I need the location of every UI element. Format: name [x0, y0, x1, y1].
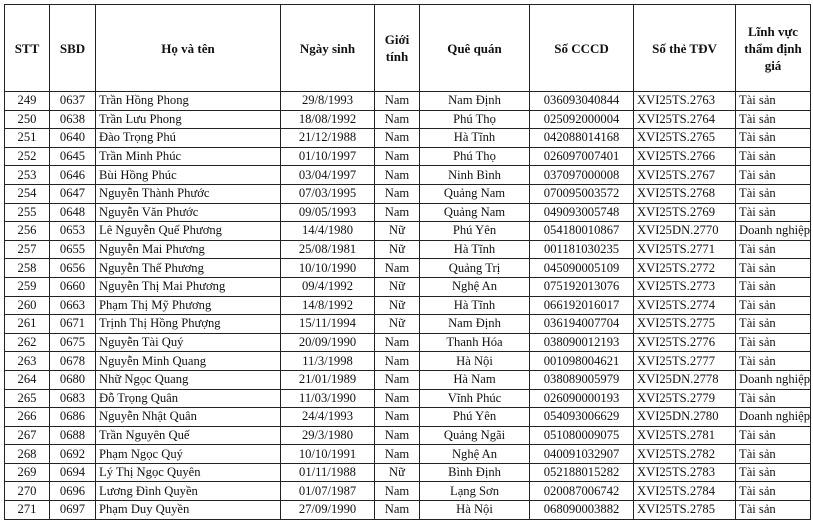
cell-stt: 267	[5, 426, 50, 445]
cell-gender: Nữ	[375, 240, 420, 259]
cell-hometown: Phú Yên	[420, 408, 530, 427]
table-row	[5, 129, 811, 148]
cell-gender: Nam	[375, 370, 420, 389]
cell-card-number: XVI25TS.2775	[634, 315, 736, 334]
cell-stt: 253	[5, 166, 50, 185]
cell-gender: Nam	[375, 426, 420, 445]
cell-id-number: 036194007704	[530, 315, 634, 334]
cell-hometown: Hà Tĩnh	[420, 240, 530, 259]
cell-field: Tài sản	[736, 110, 811, 129]
cell-stt: 259	[5, 277, 50, 296]
table-row	[5, 408, 811, 427]
cell-stt: 261	[5, 315, 50, 334]
cell-field: Tài sản	[736, 389, 811, 408]
cell-stt: 250	[5, 110, 50, 129]
cell-hometown: Nam Định	[420, 315, 530, 334]
cell-full-name: Trần Nguyên Quế	[96, 426, 281, 445]
cell-id-number: 040091032907	[530, 445, 634, 464]
cell-birth-date: 11/3/1998	[281, 352, 375, 371]
cell-full-name: Trần Lưu Phong	[96, 110, 281, 129]
cell-hometown: Nghệ An	[420, 277, 530, 296]
cell-hometown: Hà Tĩnh	[420, 296, 530, 315]
cell-gender: Nam	[375, 482, 420, 501]
cell-hometown: Phú Yên	[420, 222, 530, 241]
cell-full-name: Bùi Hồng Phúc	[96, 166, 281, 185]
cell-id-number: 038090012193	[530, 333, 634, 352]
cell-id-number: 054093006629	[530, 408, 634, 427]
cell-sbd: 0678	[50, 352, 96, 371]
cell-sbd: 0660	[50, 277, 96, 296]
cell-field: Tài sản	[736, 501, 811, 520]
cell-sbd: 0638	[50, 110, 96, 129]
header-birth-date: Ngày sinh	[281, 5, 375, 92]
cell-sbd: 0696	[50, 482, 96, 501]
cell-stt: 266	[5, 408, 50, 427]
table-row	[5, 166, 811, 185]
table-row	[5, 463, 811, 482]
table-row	[5, 203, 811, 222]
cell-full-name: Nhữ Ngọc Quang	[96, 370, 281, 389]
cell-full-name: Đào Trọng Phú	[96, 129, 281, 148]
cell-stt: 251	[5, 129, 50, 148]
cell-field: Tài sản	[736, 147, 811, 166]
cell-full-name: Phạm Thị Mỹ Phương	[96, 296, 281, 315]
cell-stt: 270	[5, 482, 50, 501]
cell-birth-date: 11/03/1990	[281, 389, 375, 408]
cell-card-number: XVI25TS.2764	[634, 110, 736, 129]
header-stt: STT	[5, 5, 50, 92]
cell-field: Tài sản	[736, 203, 811, 222]
cell-field: Tài sản	[736, 259, 811, 278]
cell-hometown: Hà Tĩnh	[420, 129, 530, 148]
cell-field: Tài sản	[736, 463, 811, 482]
header-full-name: Họ và tên	[96, 5, 281, 92]
cell-full-name: Phạm Ngọc Quý	[96, 445, 281, 464]
cell-sbd: 0683	[50, 389, 96, 408]
cell-birth-date: 15/11/1994	[281, 315, 375, 334]
cell-birth-date: 29/8/1993	[281, 92, 375, 111]
table-row	[5, 501, 811, 520]
cell-birth-date: 29/3/1980	[281, 426, 375, 445]
cell-birth-date: 18/08/1992	[281, 110, 375, 129]
cell-sbd: 0656	[50, 259, 96, 278]
cell-sbd: 0647	[50, 184, 96, 203]
table-row	[5, 277, 811, 296]
cell-gender: Nam	[375, 203, 420, 222]
cell-full-name: Nguyễn Nhật Quân	[96, 408, 281, 427]
cell-sbd: 0655	[50, 240, 96, 259]
table-row	[5, 315, 811, 334]
cell-sbd: 0688	[50, 426, 96, 445]
cell-hometown: Phú Thọ	[420, 110, 530, 129]
cell-gender: Nữ	[375, 463, 420, 482]
cell-card-number: XVI25TS.2782	[634, 445, 736, 464]
cell-card-number: XVI25TS.2767	[634, 166, 736, 185]
cell-id-number: 068090003882	[530, 501, 634, 520]
table-row	[5, 222, 811, 241]
cell-hometown: Bình Định	[420, 463, 530, 482]
cell-gender: Nữ	[375, 315, 420, 334]
header-gender: Giới tính	[375, 5, 420, 92]
cell-sbd: 0680	[50, 370, 96, 389]
candidate-table	[4, 4, 811, 520]
cell-full-name: Trần Minh Phúc	[96, 147, 281, 166]
table-row	[5, 370, 811, 389]
cell-field: Tài sản	[736, 315, 811, 334]
cell-gender: Nam	[375, 147, 420, 166]
header-sbd: SBD	[50, 5, 96, 92]
cell-hometown: Hà Nội	[420, 352, 530, 371]
cell-card-number: XVI25TS.2785	[634, 501, 736, 520]
cell-id-number: 052188015282	[530, 463, 634, 482]
cell-birth-date: 10/10/1990	[281, 259, 375, 278]
cell-full-name: Phạm Duy Quyền	[96, 501, 281, 520]
cell-id-number: 045090005109	[530, 259, 634, 278]
cell-gender: Nam	[375, 333, 420, 352]
cell-card-number: XVI25TS.2771	[634, 240, 736, 259]
cell-stt: 264	[5, 370, 50, 389]
header-field: Lĩnh vực thẩm định giá	[736, 5, 811, 92]
cell-gender: Nam	[375, 92, 420, 111]
cell-id-number: 075192013076	[530, 277, 634, 296]
cell-card-number: XVI25TS.2774	[634, 296, 736, 315]
cell-hometown: Quảng Nam	[420, 184, 530, 203]
cell-id-number: 070095003572	[530, 184, 634, 203]
cell-sbd: 0645	[50, 147, 96, 166]
cell-gender: Nam	[375, 129, 420, 148]
cell-stt: 262	[5, 333, 50, 352]
cell-card-number: XVI25TS.2765	[634, 129, 736, 148]
cell-birth-date: 14/8/1992	[281, 296, 375, 315]
cell-card-number: XVI25TS.2766	[634, 147, 736, 166]
cell-sbd: 0653	[50, 222, 96, 241]
cell-field: Doanh nghiệp	[736, 222, 811, 241]
cell-card-number: XVI25TS.2779	[634, 389, 736, 408]
cell-gender: Nam	[375, 501, 420, 520]
cell-card-number: XVI25TS.2781	[634, 426, 736, 445]
cell-gender: Nữ	[375, 277, 420, 296]
cell-stt: 271	[5, 501, 50, 520]
cell-id-number: 049093005748	[530, 203, 634, 222]
cell-gender: Nữ	[375, 296, 420, 315]
cell-sbd: 0686	[50, 408, 96, 427]
cell-hometown: Quảng Nam	[420, 203, 530, 222]
cell-sbd: 0697	[50, 501, 96, 520]
cell-field: Tài sản	[736, 240, 811, 259]
cell-hometown: Nghệ An	[420, 445, 530, 464]
cell-field: Tài sản	[736, 277, 811, 296]
cell-field: Doanh nghiệp	[736, 370, 811, 389]
cell-birth-date: 03/04/1997	[281, 166, 375, 185]
cell-hometown: Quảng Trị	[420, 259, 530, 278]
cell-card-number: XVI25TS.2776	[634, 333, 736, 352]
cell-card-number: XVI25TS.2773	[634, 277, 736, 296]
cell-birth-date: 21/12/1988	[281, 129, 375, 148]
cell-field: Tài sản	[736, 92, 811, 111]
table-row	[5, 147, 811, 166]
cell-id-number: 026097007401	[530, 147, 634, 166]
cell-stt: 257	[5, 240, 50, 259]
cell-card-number: XVI25TS.2769	[634, 203, 736, 222]
cell-birth-date: 01/07/1987	[281, 482, 375, 501]
table-row	[5, 92, 811, 111]
cell-birth-date: 01/10/1997	[281, 147, 375, 166]
cell-stt: 269	[5, 463, 50, 482]
cell-card-number: XVI25TS.2783	[634, 463, 736, 482]
table-row	[5, 333, 811, 352]
cell-hometown: Ninh Bình	[420, 166, 530, 185]
cell-sbd: 0646	[50, 166, 96, 185]
cell-stt: 258	[5, 259, 50, 278]
cell-full-name: Lương Đình Quyền	[96, 482, 281, 501]
cell-sbd: 0675	[50, 333, 96, 352]
cell-full-name: Trần Hồng Phong	[96, 92, 281, 111]
cell-hometown: Nam Định	[420, 92, 530, 111]
table-row	[5, 259, 811, 278]
cell-hometown: Hà Nội	[420, 501, 530, 520]
document-page	[4, 4, 810, 520]
cell-id-number: 051080009075	[530, 426, 634, 445]
cell-stt: 260	[5, 296, 50, 315]
cell-field: Tài sản	[736, 445, 811, 464]
cell-hometown: Thanh Hóa	[420, 333, 530, 352]
cell-card-number: XVI25TS.2772	[634, 259, 736, 278]
cell-sbd: 0637	[50, 92, 96, 111]
cell-hometown: Lạng Sơn	[420, 482, 530, 501]
cell-stt: 252	[5, 147, 50, 166]
cell-sbd: 0671	[50, 315, 96, 334]
cell-field: Tài sản	[736, 426, 811, 445]
table-row	[5, 389, 811, 408]
cell-full-name: Đỗ Trọng Quân	[96, 389, 281, 408]
cell-birth-date: 07/03/1995	[281, 184, 375, 203]
cell-full-name: Lý Thị Ngọc Quyên	[96, 463, 281, 482]
cell-field: Tài sản	[736, 296, 811, 315]
cell-hometown: Hà Nam	[420, 370, 530, 389]
cell-card-number: XVI25TS.2768	[634, 184, 736, 203]
cell-sbd: 0692	[50, 445, 96, 464]
table-row	[5, 352, 811, 371]
cell-gender: Nam	[375, 445, 420, 464]
table-row	[5, 240, 811, 259]
cell-id-number: 038089005979	[530, 370, 634, 389]
cell-stt: 263	[5, 352, 50, 371]
cell-birth-date: 10/10/1991	[281, 445, 375, 464]
cell-sbd: 0694	[50, 463, 96, 482]
table-row	[5, 110, 811, 129]
cell-birth-date: 24/4/1993	[281, 408, 375, 427]
cell-gender: Nữ	[375, 222, 420, 241]
cell-full-name: Lê Nguyễn Quế Phương	[96, 222, 281, 241]
table-row	[5, 482, 811, 501]
cell-card-number: XVI25DN.2770	[634, 222, 736, 241]
cell-sbd: 0640	[50, 129, 96, 148]
cell-field: Tài sản	[736, 166, 811, 185]
cell-id-number: 036093040844	[530, 92, 634, 111]
cell-field: Tài sản	[736, 482, 811, 501]
cell-field: Tài sản	[736, 184, 811, 203]
cell-birth-date: 14/4/1980	[281, 222, 375, 241]
cell-stt: 256	[5, 222, 50, 241]
cell-id-number: 037097000008	[530, 166, 634, 185]
cell-stt: 249	[5, 92, 50, 111]
table-row	[5, 296, 811, 315]
cell-hometown: Quảng Ngãi	[420, 426, 530, 445]
cell-hometown: Vĩnh Phúc	[420, 389, 530, 408]
cell-id-number: 025092000004	[530, 110, 634, 129]
table-body	[5, 92, 811, 520]
cell-card-number: XVI25TS.2784	[634, 482, 736, 501]
cell-birth-date: 27/09/1990	[281, 501, 375, 520]
cell-full-name: Nguyễn Mai Phương	[96, 240, 281, 259]
table-row	[5, 426, 811, 445]
cell-field: Tài sản	[736, 129, 811, 148]
cell-birth-date: 09/4/1992	[281, 277, 375, 296]
cell-full-name: Nguyễn Thị Mai Phương	[96, 277, 281, 296]
table-row	[5, 184, 811, 203]
cell-id-number: 020087006742	[530, 482, 634, 501]
header-card-number: Số thẻ TĐV	[634, 5, 736, 92]
cell-birth-date: 20/09/1990	[281, 333, 375, 352]
cell-card-number: XVI25TS.2763	[634, 92, 736, 111]
cell-id-number: 066192016017	[530, 296, 634, 315]
cell-field: Tài sản	[736, 352, 811, 371]
cell-birth-date: 25/08/1981	[281, 240, 375, 259]
cell-stt: 268	[5, 445, 50, 464]
cell-gender: Nam	[375, 389, 420, 408]
cell-id-number: 054180010867	[530, 222, 634, 241]
header-id-number: Số CCCD	[530, 5, 634, 92]
cell-id-number: 042088014168	[530, 129, 634, 148]
cell-birth-date: 09/05/1993	[281, 203, 375, 222]
cell-birth-date: 21/01/1989	[281, 370, 375, 389]
cell-birth-date: 01/11/1988	[281, 463, 375, 482]
cell-hometown: Phú Thọ	[420, 147, 530, 166]
cell-id-number: 001098004621	[530, 352, 634, 371]
cell-card-number: XVI25TS.2777	[634, 352, 736, 371]
cell-full-name: Nguyễn Tài Quý	[96, 333, 281, 352]
cell-sbd: 0648	[50, 203, 96, 222]
cell-field: Tài sản	[736, 333, 811, 352]
cell-gender: Nam	[375, 352, 420, 371]
cell-stt: 255	[5, 203, 50, 222]
cell-stt: 254	[5, 184, 50, 203]
cell-full-name: Nguyễn Thế Phương	[96, 259, 281, 278]
table-header-row	[5, 5, 811, 92]
cell-full-name: Nguyễn Thành Phước	[96, 184, 281, 203]
cell-stt: 265	[5, 389, 50, 408]
cell-id-number: 026090000193	[530, 389, 634, 408]
cell-gender: Nam	[375, 184, 420, 203]
cell-full-name: Nguyễn Minh Quang	[96, 352, 281, 371]
header-hometown: Quê quán	[420, 5, 530, 92]
cell-sbd: 0663	[50, 296, 96, 315]
cell-full-name: Nguyễn Văn Phước	[96, 203, 281, 222]
cell-id-number: 001181030235	[530, 240, 634, 259]
cell-full-name: Trịnh Thị Hồng Phượng	[96, 315, 281, 334]
table-row	[5, 445, 811, 464]
cell-card-number: XVI25DN.2778	[634, 370, 736, 389]
cell-gender: Nam	[375, 259, 420, 278]
cell-gender: Nam	[375, 166, 420, 185]
cell-gender: Nam	[375, 408, 420, 427]
cell-card-number: XVI25DN.2780	[634, 408, 736, 427]
cell-gender: Nam	[375, 110, 420, 129]
cell-field: Doanh nghiệp	[736, 408, 811, 427]
